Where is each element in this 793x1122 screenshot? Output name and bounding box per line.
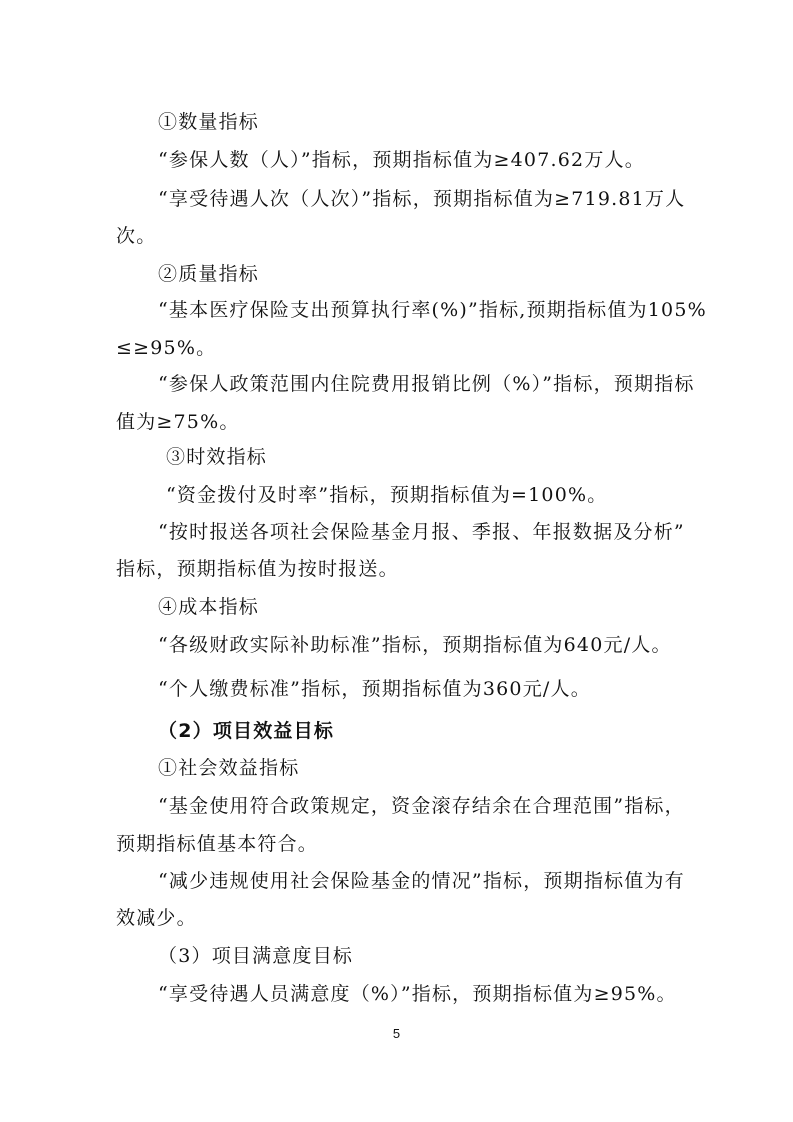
paragraph-line: “享受待遇人员满意度（%）”指标，预期指标值为≥95%。 — [158, 983, 677, 1005]
paragraph-line: “按时报送各项社会保险基金月报、季报、年报数据及分析” — [158, 521, 685, 543]
page-number: 5 — [392, 1026, 401, 1041]
subheading-quality-indicators: ②质量指标 — [158, 263, 260, 285]
subheading-cost-indicators: ④成本指标 — [158, 596, 260, 618]
paragraph-line: 指标，预期指标值为按时报送。 — [116, 558, 399, 580]
subheading-quantity-indicators: ①数量指标 — [158, 111, 260, 133]
paragraph-line: “参保人政策范围内住院费用报销比例（%）”指标，预期指标 — [158, 373, 695, 395]
paragraph-line: “基本医疗保险支出预算执行率(%)”指标,预期指标值为105% — [158, 299, 707, 321]
paragraph-line: 效减少。 — [116, 907, 197, 929]
paragraph-line: “享受待遇人次（人次）”指标，预期指标值为≥719.81万人 — [158, 188, 686, 210]
paragraph-line: ≤≥95%。 — [116, 337, 217, 359]
section-heading-benefit-targets: （2）项目效益目标 — [158, 720, 335, 742]
paragraph-line: “基金使用符合政策规定，资金滚存结余在合理范围”指标， — [158, 795, 685, 817]
paragraph-line: “个人缴费标准”指标，预期指标值为360元/人。 — [158, 678, 591, 700]
paragraph-line: “各级财政实际补助标准”指标，预期指标值为640元/人。 — [158, 634, 672, 656]
subheading-social-benefit-indicators: ①社会效益指标 — [158, 757, 300, 779]
paragraph-line: 预期指标值基本符合。 — [116, 833, 319, 855]
paragraph-line: 次。 — [116, 225, 157, 247]
subheading-timeliness-indicators: ③时效指标 — [166, 446, 268, 468]
paragraph-line: “资金拨付及时率”指标，预期指标值为=100%。 — [166, 484, 608, 506]
paragraph-line: “减少违规使用社会保险基金的情况”指标，预期指标值为有 — [158, 870, 685, 892]
paragraph-line: 值为≥75%。 — [116, 411, 240, 433]
paragraph-line: “参保人数（人）”指标，预期指标值为≥407.62万人。 — [158, 149, 645, 171]
section-heading-satisfaction-targets: （3）项目满意度目标 — [158, 945, 354, 967]
